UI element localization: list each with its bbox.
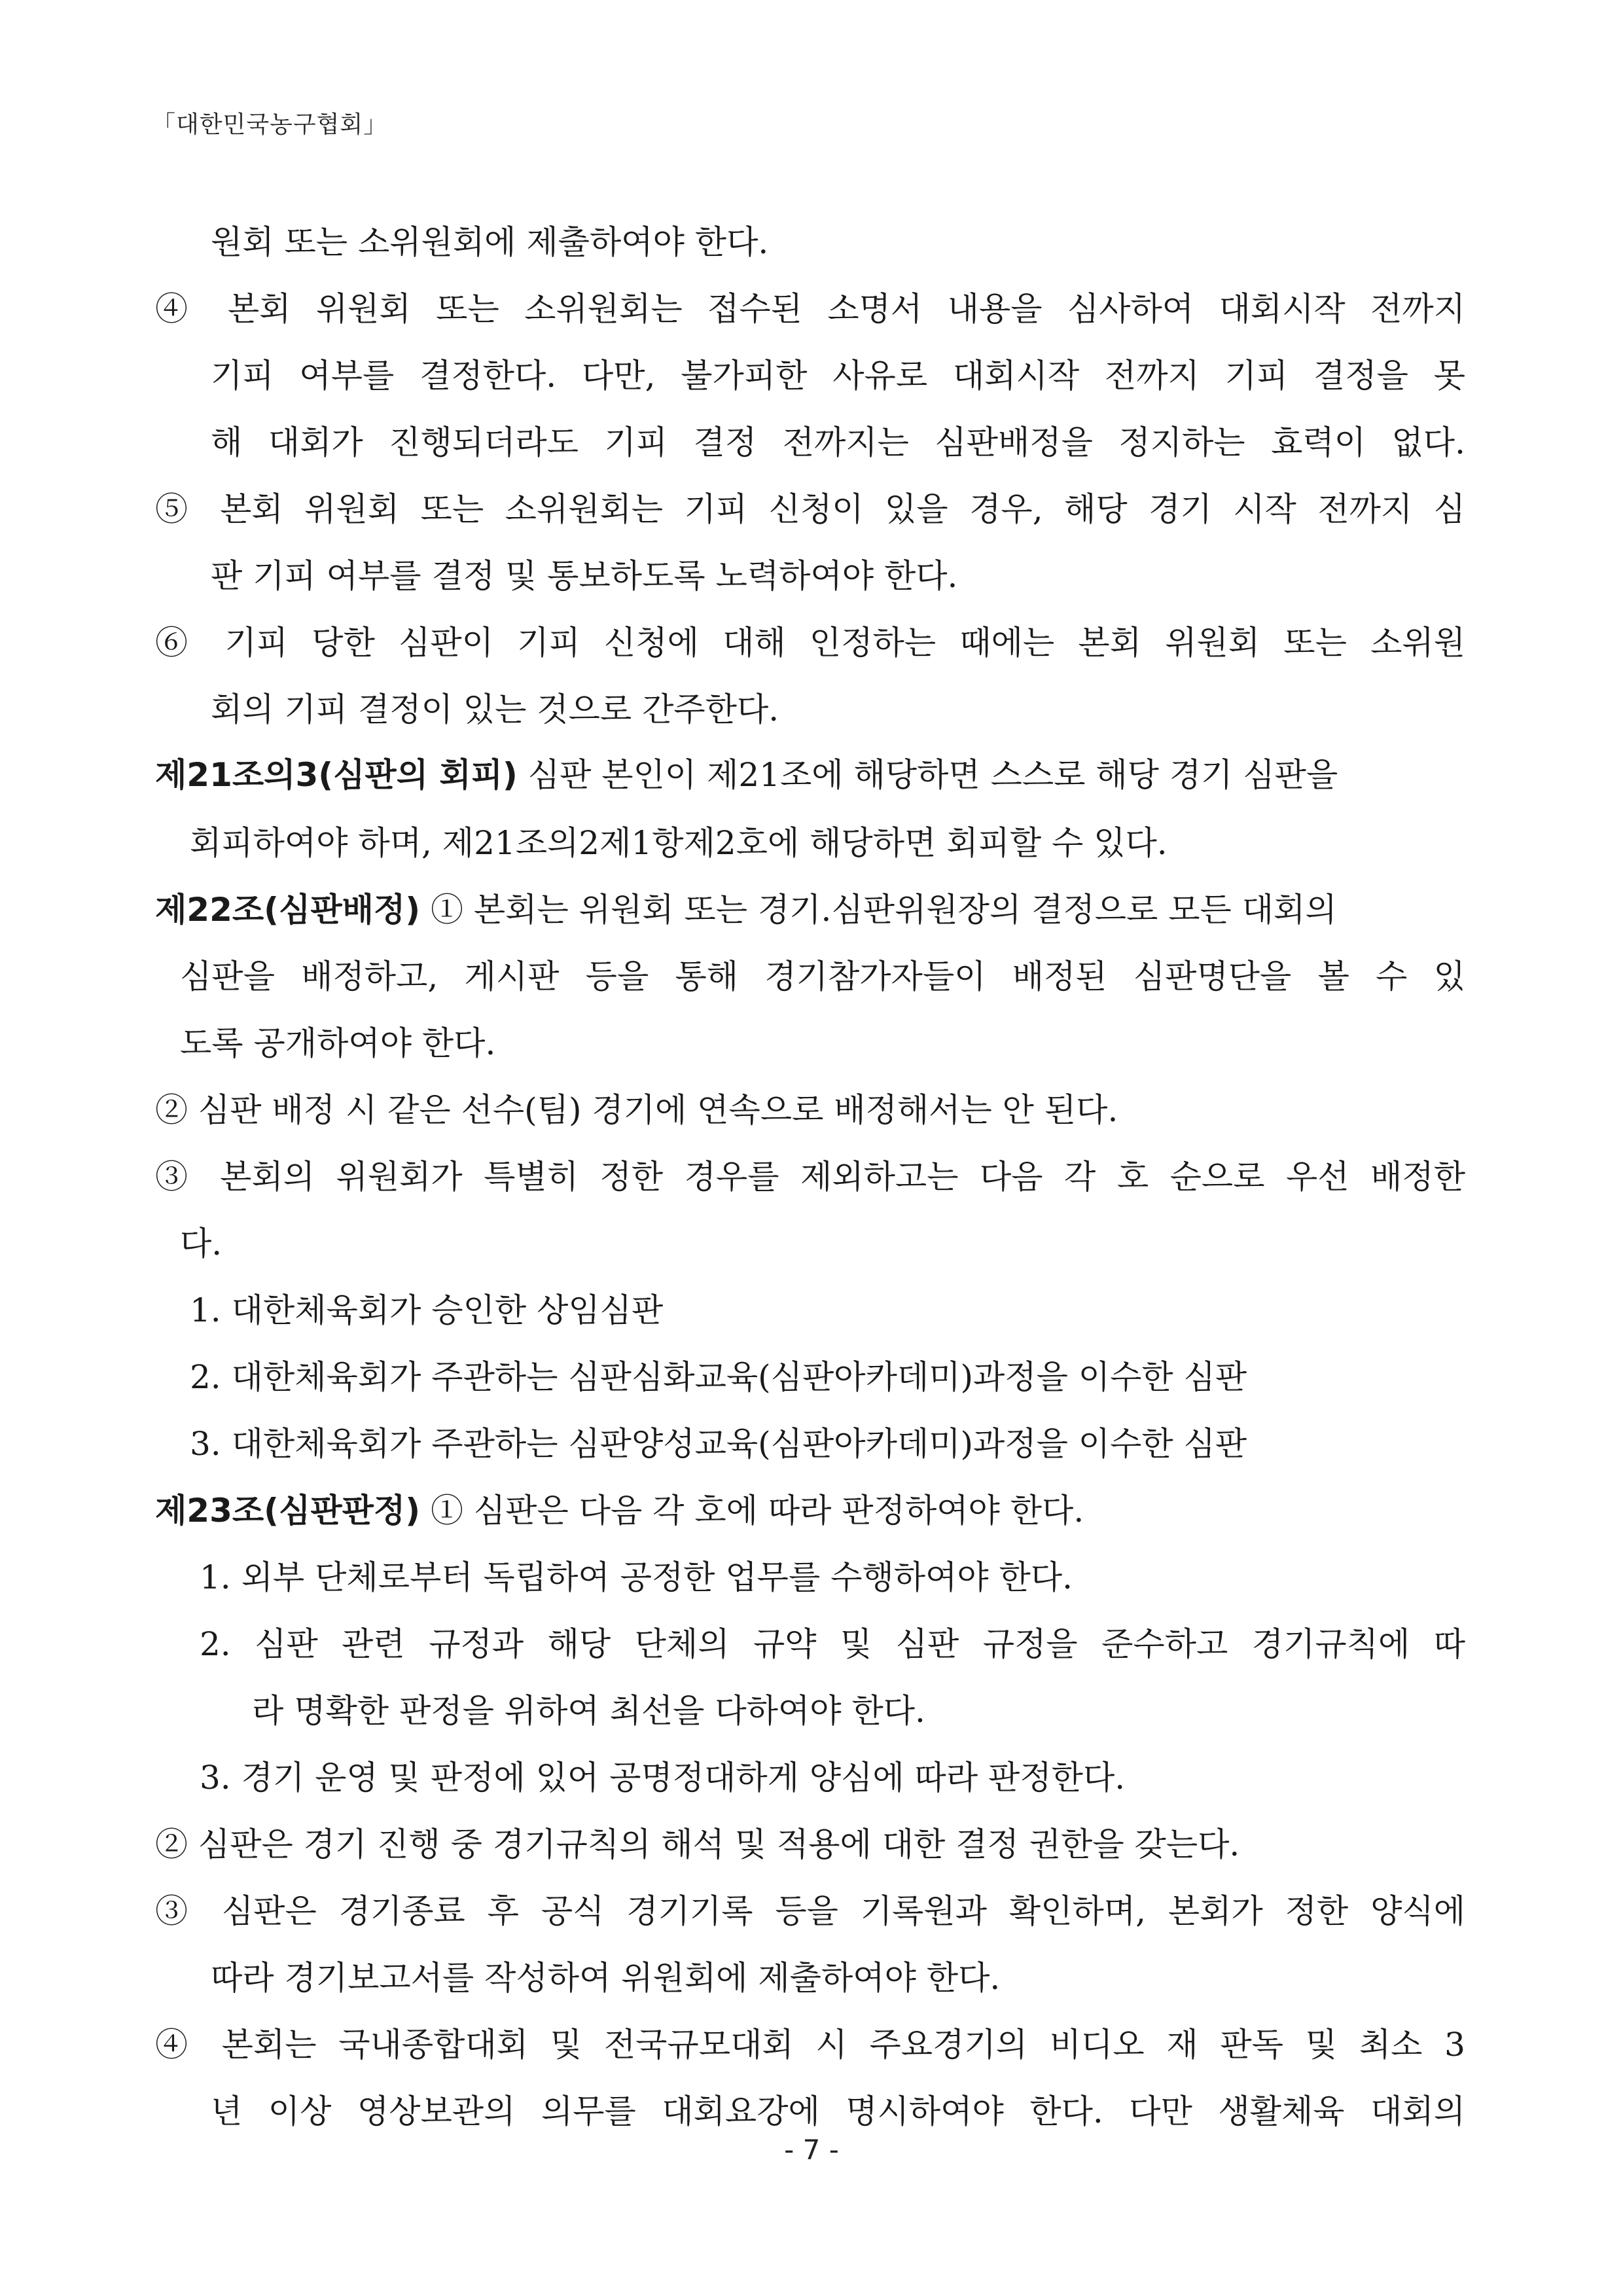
text-line: 원회 또는 소위원회에 제출하여야 한다. xyxy=(211,223,769,261)
document-header: 「대한민국농구협회」 xyxy=(152,111,388,138)
text-line: 회피하여야 하며, 제21조의2제1항제2호에 해당하면 회피할 수 있다. xyxy=(190,824,1168,862)
article-21-3-line xyxy=(155,755,1338,795)
text-line: 심판을 배정하고, 게시판 등을 통해 경기참가자들이 배정된 심판명단을 볼 수 있 xyxy=(180,958,1465,996)
paragraph-4-line: ④ 본회 위원회 또는 소위원회는 접수된 소명서 내용을 심사하여 대회시작 전까지 xyxy=(155,290,1465,328)
article-22-line xyxy=(155,890,1337,929)
paragraph-6-line: ⑥ 기피 당한 심판이 기피 신청에 대해 인정하는 때에는 본회 위원회 또는 소위원 xyxy=(155,624,1465,662)
paragraph-3-line: ③ 본회의 위원회가 특별히 정한 경우를 제외하고는 다음 각 호 순으로 우선 배정한 xyxy=(155,1158,1465,1196)
list-item: 1. 대한체육회가 승인한 상임심판 xyxy=(190,1291,664,1329)
text-line: 라 명확한 판정을 위하여 최선을 다하여야 한다. xyxy=(252,1692,925,1730)
article-21-3-text: 심판 본인이 제21조에 해당하면 스스로 해당 경기 심판을 xyxy=(517,756,1338,794)
text-line: 회의 기피 결정이 있는 것으로 간주한다. xyxy=(211,691,779,728)
text-line: 다. xyxy=(180,1225,223,1263)
article-22-title: 제22조(심판배정) xyxy=(155,891,421,929)
article-23-line xyxy=(155,1491,1084,1530)
list-item: 2. 심판 관련 규정과 해당 단체의 규약 및 심판 규정을 준수하고 경기규칙에 따 xyxy=(200,1625,1465,1663)
article-22-text: ① 본회는 위원회 또는 경기.심판위원장의 결정으로 모든 대회의 xyxy=(420,891,1337,929)
text-line: 도록 공개하여야 한다. xyxy=(180,1024,496,1062)
list-item: 1. 외부 단체로부터 독립하여 공정한 업무를 수행하여야 한다. xyxy=(200,1558,1073,1596)
page-number: - 7 - xyxy=(784,2134,839,2166)
text-line: 따라 경기보고서를 작성하여 위원회에 제출하여야 한다. xyxy=(211,1959,1001,1997)
list-item: 3. 대한체육회가 주관하는 심판양성교육(심판아카데미)과정을 이수한 심판 xyxy=(190,1425,1247,1463)
paragraph-5-line: ⑤ 본회 위원회 또는 소위원회는 기피 신청이 있을 경우, 해당 경기 시작 전까지 심 xyxy=(155,490,1465,528)
article-23-text: ① 심판은 다음 각 호에 따라 판정하여야 한다. xyxy=(420,1492,1084,1530)
text-line: 판 기피 여부를 결정 및 통보하도록 노력하여야 한다. xyxy=(211,557,958,595)
paragraph-3-line: ③ 심판은 경기종료 후 공식 경기기록 등을 기록원과 확인하며, 본회가 정한 양식에 xyxy=(155,1892,1465,1930)
paragraph-4-line: ④ 본회는 국내종합대회 및 전국규모대회 시 주요경기의 비디오 재 판독 및 최소 3 xyxy=(155,2026,1465,2064)
paragraph-2-line: ② 심판은 경기 진행 중 경기규칙의 해석 및 적용에 대한 결정 권한을 갖는다. xyxy=(155,1825,1240,1863)
text-line: 기피 여부를 결정한다. 다만, 불가피한 사유로 대회시작 전까지 기피 결정을 못 xyxy=(211,357,1465,395)
list-item: 2. 대한체육회가 주관하는 심판심화교육(심판아카데미)과정을 이수한 심판 xyxy=(190,1358,1247,1396)
paragraph-2-line: ② 심판 배정 시 같은 선수(팀) 경기에 연속으로 배정해서는 안 된다. xyxy=(155,1091,1118,1129)
article-21-3-title: 제21조의3(심판의 회피) xyxy=(155,756,518,794)
list-item: 3. 경기 운영 및 판정에 있어 공명정대하게 양심에 따라 판정한다. xyxy=(200,1759,1126,1797)
text-line: 년 이상 영상보관의 의무를 대회요강에 명시하여야 한다. 다만 생활체육 대회의 xyxy=(211,2092,1465,2130)
text-line: 해 대회가 진행되더라도 기피 결정 전까지는 심판배정을 정지하는 효력이 없다. xyxy=(211,423,1465,461)
article-23-title: 제23조(심판판정) xyxy=(155,1492,421,1530)
